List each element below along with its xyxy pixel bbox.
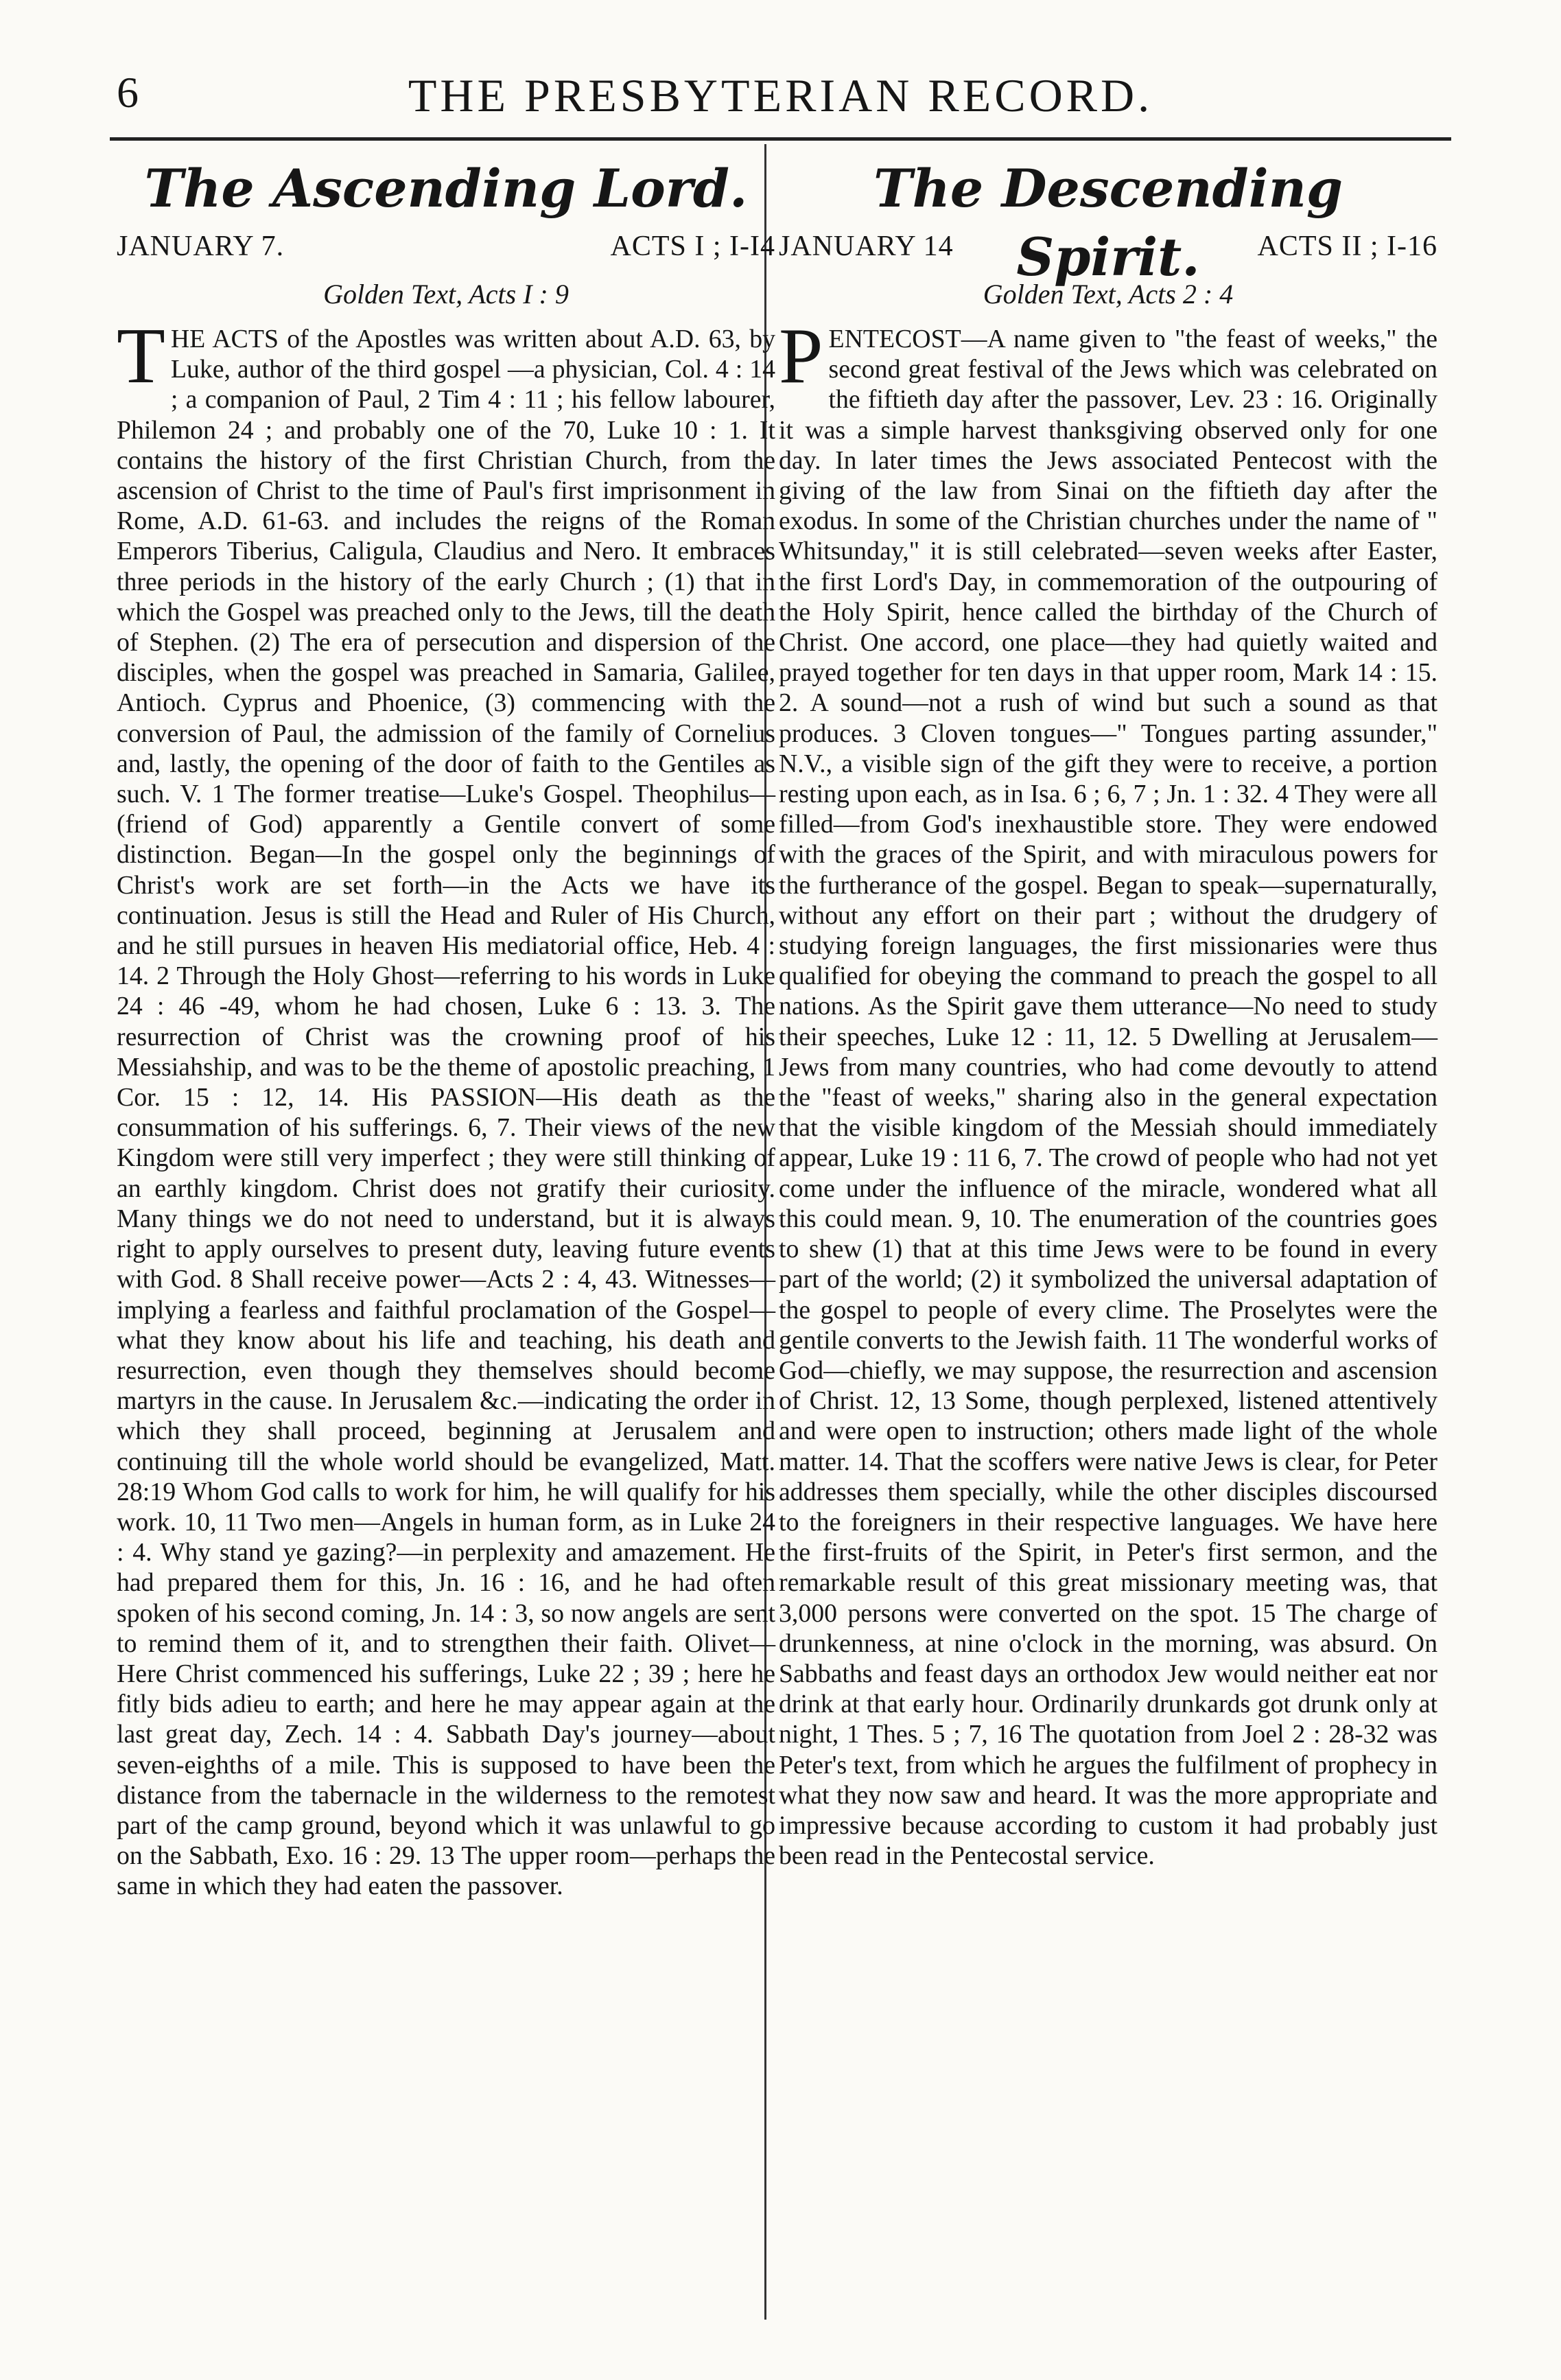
- drop-cap: T: [117, 312, 165, 400]
- golden-text: Golden Text, Acts I : 9: [323, 279, 569, 310]
- lesson-date: JANUARY 7.: [117, 231, 285, 262]
- page-number: 6: [117, 68, 139, 117]
- lesson-body: [779, 312, 1437, 1871]
- lesson-right: [779, 148, 1437, 1871]
- lesson-dateline: [117, 230, 775, 271]
- masthead: THE PRESBYTERIAN RECORD.: [408, 69, 1153, 121]
- lesson-title: The Ascending Lord.: [144, 158, 748, 219]
- lesson-body: [117, 312, 775, 1902]
- lesson-title: The Descending Spirit.: [873, 158, 1343, 288]
- lesson-date: JANUARY 14: [779, 231, 954, 262]
- golden-text: Golden Text, Acts 2 : 4: [983, 279, 1234, 310]
- scripture-reference: ACTS II ; I-16: [1257, 231, 1437, 262]
- page-header: [103, 54, 1458, 136]
- lesson-left: [117, 148, 775, 1902]
- scripture-reference: ACTS I ; I-I4: [610, 231, 775, 262]
- drop-cap: P: [779, 312, 823, 400]
- header-rule: [110, 137, 1451, 141]
- lesson-body-text: HE ACTS of the Apostles was written about A.D. 63, by Luke, author of the third gospel —a physician, Col. 4 : 14 ; a companion of Paul, 2 Tim 4 : 11 ; his fellow labourer, Philemon 24 ; and probably one of the 70, Luke 10 : 1. It contains the history of the first Christian Church, from the ascension of Christ to the time of Paul's first imprisonment in Rome, A.D. 61-63. and includes the reigns of the Roman Emperors Tiberius, Caligula, Claudius and Nero. It embraces three periods in the history of the early Church ; (1) that in which the Gospel was preached only to the Jews, till the death of Stephen. (2) The era of persecution and dispersion of the disciples, when the gospel was preached in Samaria, Galilee, Antioch. Cyprus and Phoenice, (3) commencing with the conversion of Paul, the admission of the family of Cornelius and, lastly, the opening of the door of faith to the Gentiles as such. V. 1 The former treatise—Luke's Gospel. Theophilus—(friend of God) apparently a Gentile convert of some distinction. Began—In the gospel only the beginnings of Christ's work are set forth—in the Acts we have its continuation. Jesus is still the Head and Ruler of His Church, and he still pursues in heaven His mediatorial office, Heb. 4 : 14. 2 Through the Holy Ghost—referring to his words in Luke 24 : 46 -49, whom he had chosen, Luke 6 : 13. 3. The resurrection of Christ was the crowning proof of his Messiahship, and was to be the theme of apostolic preaching, 1 Cor. 15 : 12, 14. His PASSION—His death as the consummation of his sufferings. 6, 7. Their views of the new Kingdom were still very imperfect ; they were still thinking of an earthly kingdom. Christ does not gratify their curiosity. Many things we do not need to understand, but it is always right to apply ourselves to present duty, leaving future events with God. 8 Shall receive power—Acts 2 : 4, 43. Witnesses—implying a fearless and faithful proclamation of the Gospel—what they know about his life and teaching, his death and resurrection, even though they themselves should become martyrs in the cause. In Jerusalem &c.—indicating the order in which they shall proceed, beginning at Jerusalem and continuing till the whole world should be evangelized, Matt. 28:19 Whom God calls to work for him, he will qualify for his work. 10, 11 Two men—Angels in human form, as in Luke 24 : 4. Why stand ye gazing?—in perplexity and amazement. He had prepared them for this, Jn. 16 : 16, and he had often spoken of his second coming, Jn. 14 : 3, so now angels are sent to remind them of it, and to strengthen their faith. Olivet—Here Christ commenced his sufferings, Luke 22 ; 39 ; here he fitly bids adieu to earth; and here he may appear again at the last great day, Zech. 14 : 4. Sabbath Day's journey—about seven-eighths of a mile. This is supposed to have been the distance from the tabernacle in the wilderness to the remotest part of the camp ground, beyond which it was unlawful to go on the Sabbath, Exo. 16 : 29. 13 The upper room—perhaps the same in which they had eaten the passover.: [117, 325, 775, 1901]
- lesson-body-text: ENTECOST—A name given to "the feast of weeks," the second great festival of the Jews which was celebrated on the fiftieth day after the passover, Lev. 23 : 16. Originally it was a simple harvest thanksgiving observed only for one day. In later times the Jews associated Pentecost with the giving of the law from Sinai on the fiftieth day after the exodus. In some of the Christian churches under the name of " Whitsunday," it is still celebrated—seven weeks after Easter, the first Lord's Day, in commemoration of the outpouring of the Holy Spirit, hence called the birthday of the Church of Christ. One accord, one place—they had quietly waited and prayed together for ten days in that upper room, Mark 14 : 15. 2. A sound—not a rush of wind but such a sound as that produces. 3 Cloven tongues—" Tongues parting assunder," N.V., a visible sign of the gift they were to receive, a portion resting upon each, as in Isa. 6 ; 6, 7 ; Jn. 1 : 32. 4 They were all filled—from God's inexhaustible store. They were endowed with the graces of the Spirit, and with miraculous powers for the furtherance of the gospel. Began to speak—supernaturally, without any effort on their part ; without the drudgery of studying foreign languages, the first missionaries were thus qualified for obeying the command to preach the gospel to all nations. As the Spirit gave them utterance—No need to study their speeches, Luke 12 : 11, 12. 5 Dwelling at Jerusalem—Jews from many countries, who had come devoutly to attend the "feast of weeks," sharing also in the general expectation that the visible kingdom of the Messiah should immediately appear, Luke 19 : 11 6, 7. The crowd of people who had not yet come under the influence of the miracle, wondered what all this could mean. 9, 10. The enumeration of the countries goes to shew (1) that at this time Jews were to be found in every part of the world; (2) it symbolized the universal adaptation of the gospel to people of every clime. The Proselytes were the gentile converts to the Jewish faith. 11 The wonderful works of God—chiefly, we may suppose, the resurrection and ascension of Christ. 12, 13 Some, though perplexed, listened attentively and were open to instruction; others made light of the whole matter. 14. That the scoffers were native Jews is clear, for Peter addresses them specially, while the other disciples discoursed to the foreigners in their respective languages. We have here the first-fruits of the Spirit, in Peter's first sermon, and the remarkable result of this great missionary meeting was, that 3,000 persons were converted on the spot. 15 The charge of drunkenness, at nine o'clock in the morning, was absurd. On Sabbaths and feast days an orthodox Jew would neither eat nor drink at that early hour. Ordinarily drunkards got drunk only at night, 1 Thes. 5 ; 7, 16 The quotation from Joel 2 : 28-32 was Peter's text, from which he argues the fulfilment of prophecy in what they now saw and heard. It was the more appropriate and impressive because according to custom it had probably just been read in the Pentecostal service.: [779, 325, 1437, 1871]
